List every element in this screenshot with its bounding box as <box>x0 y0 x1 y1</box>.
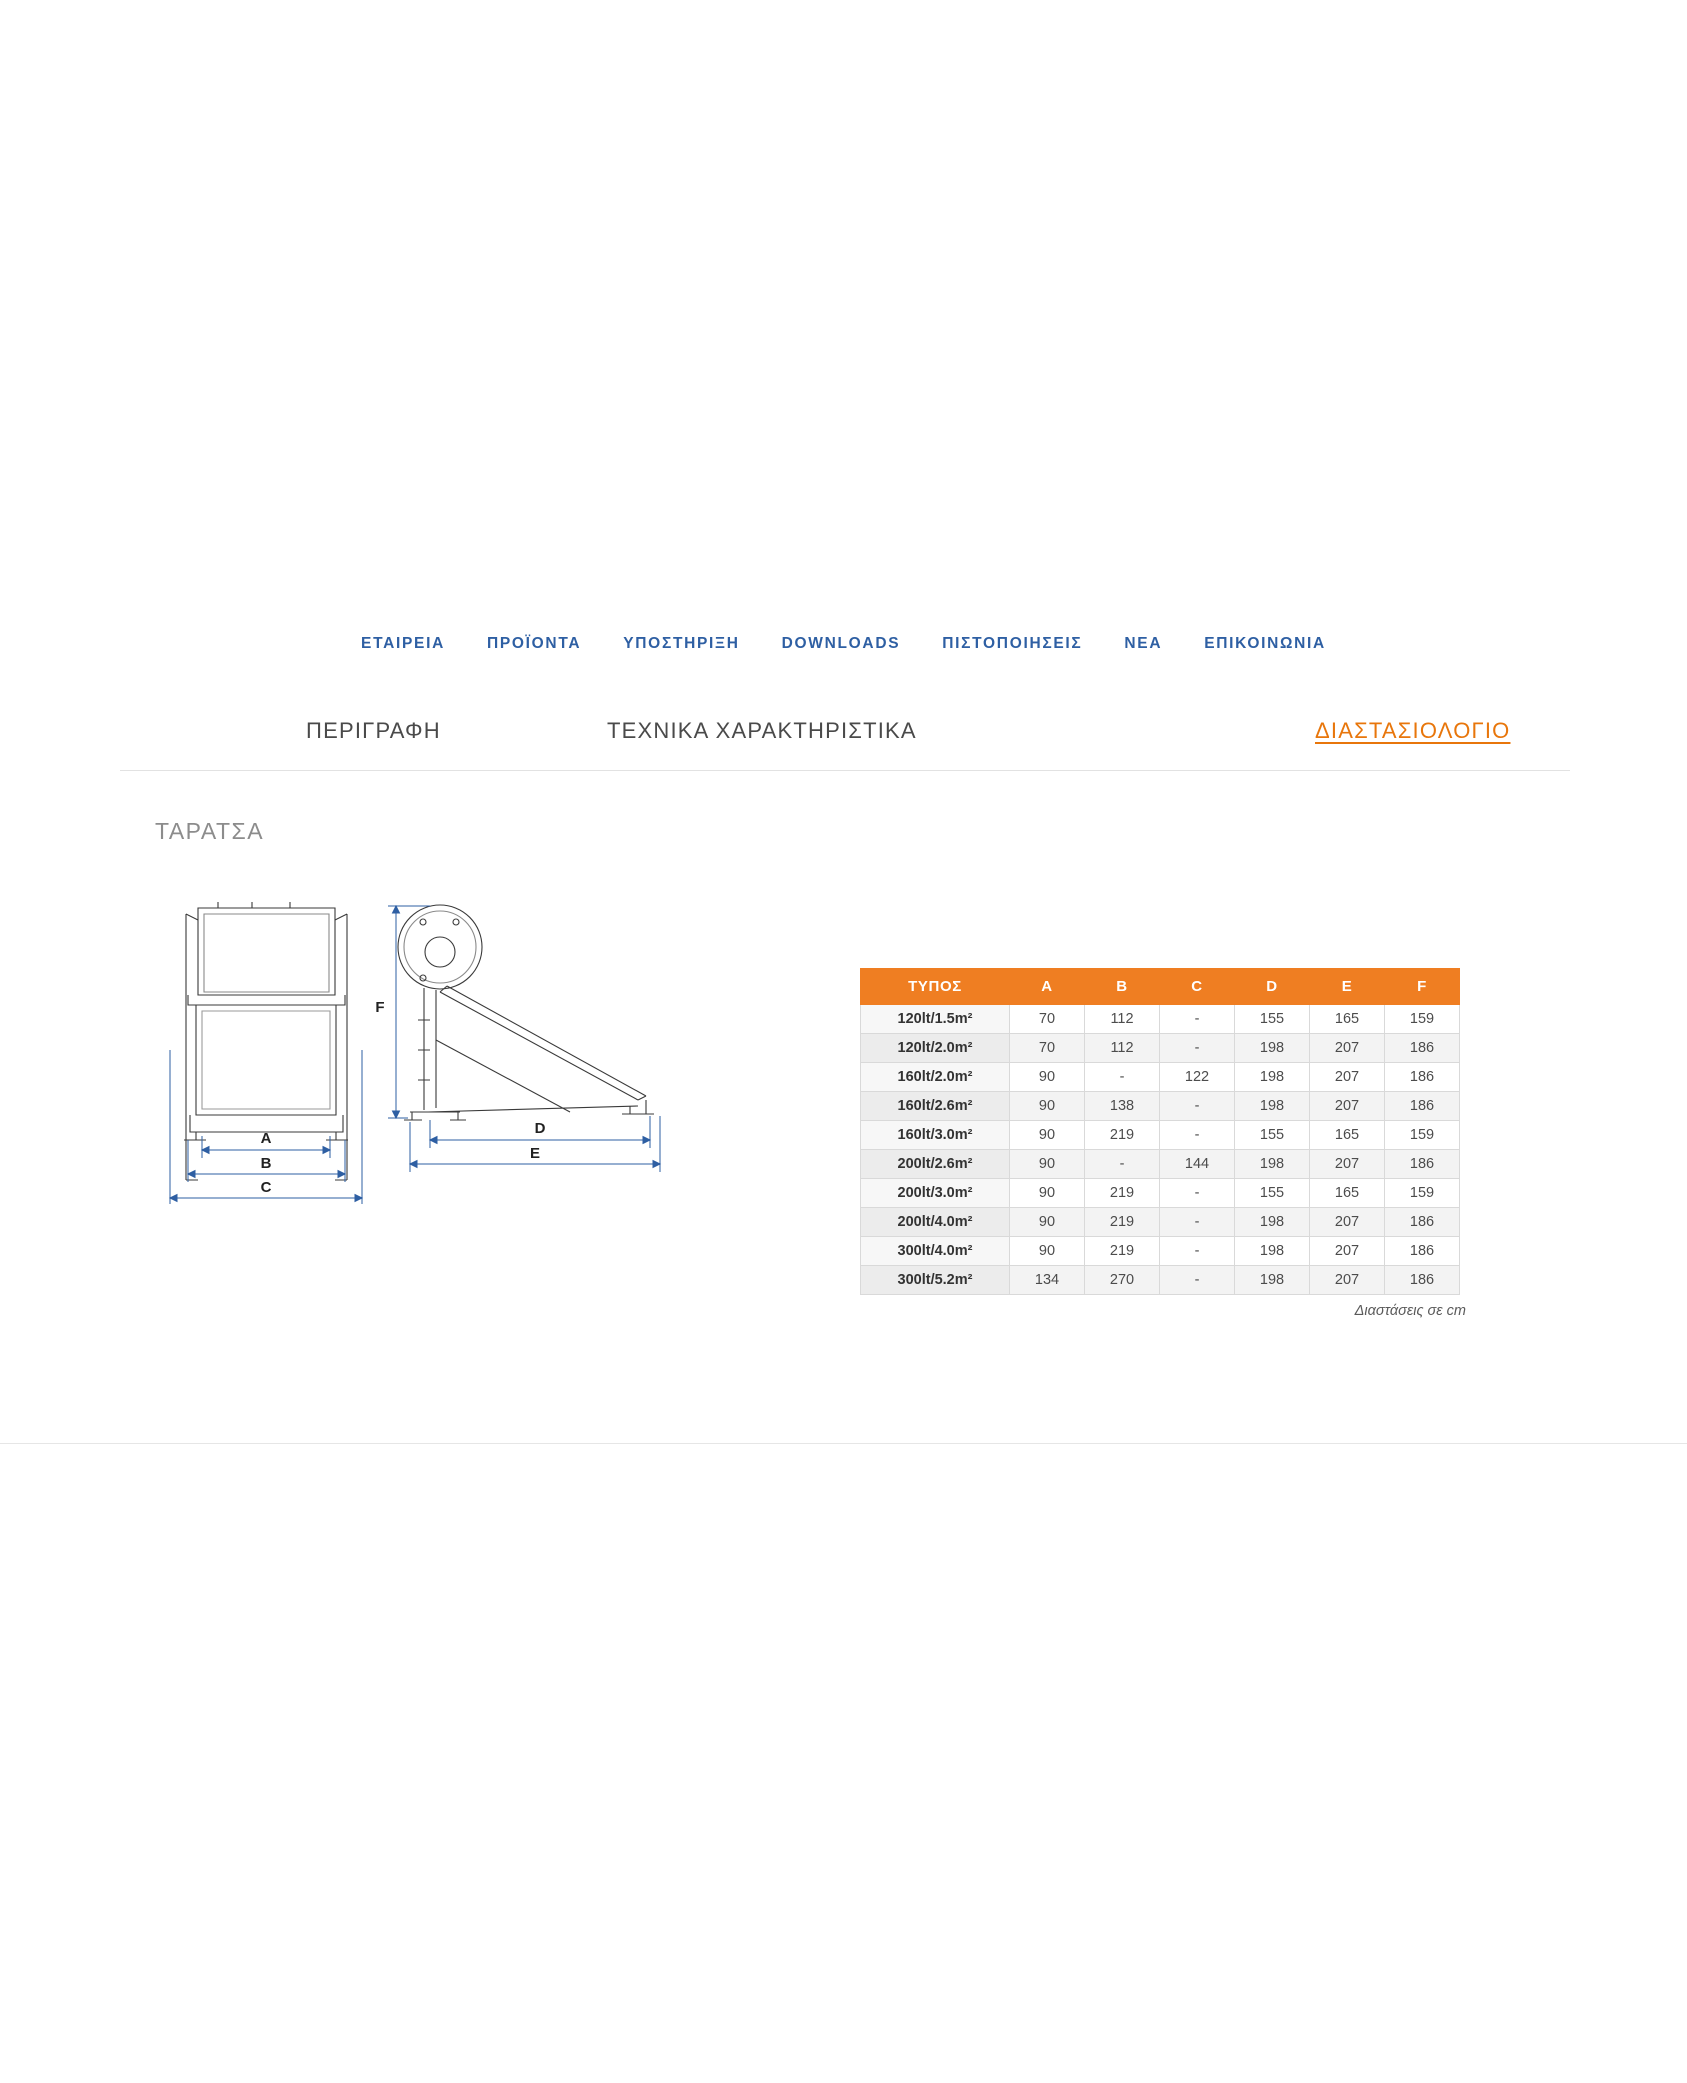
cell-d: 155 <box>1235 1121 1310 1150</box>
cell-e: 165 <box>1310 1121 1385 1150</box>
cell-e: 207 <box>1310 1266 1385 1295</box>
table-row <box>861 1092 1460 1121</box>
cell-f: 186 <box>1385 1063 1460 1092</box>
cell-a: 134 <box>1010 1266 1085 1295</box>
cell-c: - <box>1160 1179 1235 1208</box>
product-tabs <box>120 700 1570 762</box>
cell-c: 122 <box>1160 1063 1235 1092</box>
cell-d: 198 <box>1235 1150 1310 1179</box>
cell-d: 198 <box>1235 1063 1310 1092</box>
table-row <box>861 1034 1460 1063</box>
cell-a: 90 <box>1010 1179 1085 1208</box>
dimensions-table-container <box>860 968 1470 1319</box>
cell-f: 186 <box>1385 1150 1460 1179</box>
cell-type: 160lt/2.6m² <box>861 1092 1010 1121</box>
technical-drawings <box>140 900 820 1320</box>
table-row <box>861 1121 1460 1150</box>
table-row <box>861 1150 1460 1179</box>
dimension-drawing-svg <box>140 900 820 1320</box>
cell-b: 219 <box>1085 1208 1160 1237</box>
cell-d: 198 <box>1235 1266 1310 1295</box>
table-header-e: E <box>1310 969 1385 1005</box>
nav-item-nea[interactable]: ΝΕΑ <box>1124 635 1163 652</box>
cell-f: 186 <box>1385 1266 1460 1295</box>
cell-b: 112 <box>1085 1005 1160 1034</box>
cell-f: 159 <box>1385 1179 1460 1208</box>
cell-e: 207 <box>1310 1150 1385 1179</box>
cell-b: 219 <box>1085 1121 1160 1150</box>
table-row <box>861 1179 1460 1208</box>
tab-texnika-xaraktiristika[interactable]: ΤΕΧΝΙΚΑ ΧΑΡΑΚΤΗΡΙΣΤΙΚΑ <box>607 718 917 743</box>
cell-type: 160lt/2.0m² <box>861 1063 1010 1092</box>
cell-type: 120lt/2.0m² <box>861 1034 1010 1063</box>
nav-item-proionta[interactable]: ΠΡΟΪΟΝΤΑ <box>486 635 582 652</box>
cell-type: 300lt/4.0m² <box>861 1237 1010 1266</box>
dim-label-a: A <box>260 1130 272 1147</box>
cell-type: 200lt/4.0m² <box>861 1208 1010 1237</box>
cell-e: 165 <box>1310 1005 1385 1034</box>
cell-b: 138 <box>1085 1092 1160 1121</box>
cell-type: 300lt/5.2m² <box>861 1266 1010 1295</box>
table-header-row <box>861 969 1460 1005</box>
cell-e: 207 <box>1310 1208 1385 1237</box>
cell-a: 70 <box>1010 1005 1085 1034</box>
cell-b: - <box>1085 1150 1160 1179</box>
cell-type: 200lt/2.6m² <box>861 1150 1010 1179</box>
cell-a: 90 <box>1010 1121 1085 1150</box>
dim-label-c: C <box>260 1179 272 1196</box>
cell-f: 159 <box>1385 1121 1460 1150</box>
table-row <box>861 1237 1460 1266</box>
table-header-type: ΤΥΠΟΣ <box>861 969 1010 1005</box>
dim-label-d: D <box>534 1120 546 1137</box>
nav-item-ypostirixi[interactable]: ΥΠΟΣΤΗΡΙΞΗ <box>623 635 740 652</box>
cell-f: 186 <box>1385 1208 1460 1237</box>
table-header-a: A <box>1010 969 1085 1005</box>
nav-item-epikoinonia[interactable]: ΕΠΙΚΟΙΝΩΝΙΑ <box>1204 635 1326 652</box>
cell-b: - <box>1085 1063 1160 1092</box>
tab-diastasiologio[interactable]: ΔΙΑΣΤΑΣΙΟΛΟΓΙΟ <box>1315 718 1511 743</box>
cell-a: 70 <box>1010 1034 1085 1063</box>
cell-d: 155 <box>1235 1179 1310 1208</box>
cell-f: 159 <box>1385 1005 1460 1034</box>
cell-f: 186 <box>1385 1237 1460 1266</box>
cell-d: 198 <box>1235 1034 1310 1063</box>
table-header-f: F <box>1385 969 1460 1005</box>
cell-a: 90 <box>1010 1237 1085 1266</box>
cell-c: - <box>1160 1005 1235 1034</box>
dim-label-f: F <box>375 999 385 1016</box>
table-header-c: C <box>1160 969 1235 1005</box>
cell-type: 120lt/1.5m² <box>861 1005 1010 1034</box>
cell-a: 90 <box>1010 1063 1085 1092</box>
cell-type: 160lt/3.0m² <box>861 1121 1010 1150</box>
table-row <box>861 1266 1460 1295</box>
cell-a: 90 <box>1010 1208 1085 1237</box>
cell-e: 207 <box>1310 1237 1385 1266</box>
table-row <box>861 1005 1460 1034</box>
cell-c: - <box>1160 1034 1235 1063</box>
cell-b: 112 <box>1085 1034 1160 1063</box>
cell-e: 207 <box>1310 1092 1385 1121</box>
table-header-b: B <box>1085 969 1160 1005</box>
table-note: Διαστάσεις σε cm <box>1354 1303 1466 1319</box>
cell-c: - <box>1160 1092 1235 1121</box>
cell-type: 200lt/3.0m² <box>861 1179 1010 1208</box>
cell-c: - <box>1160 1208 1235 1237</box>
nav-item-downloads[interactable]: DOWNLOADS <box>781 635 901 652</box>
cell-b: 270 <box>1085 1266 1160 1295</box>
cell-b: 219 <box>1085 1179 1160 1208</box>
cell-c: 144 <box>1160 1150 1235 1179</box>
nav-item-pistopoiiseis[interactable]: ΠΙΣΤΟΠΟΙΗΣΕΙΣ <box>942 635 1083 652</box>
cell-f: 186 <box>1385 1034 1460 1063</box>
cell-d: 198 <box>1235 1208 1310 1237</box>
dimensions-table <box>860 968 1460 1295</box>
table-row <box>861 1208 1460 1237</box>
page-title: ΤΑΡΑΤΣΑ <box>155 818 265 844</box>
cell-e: 165 <box>1310 1179 1385 1208</box>
cell-a: 90 <box>1010 1150 1085 1179</box>
nav-item-etaireia[interactable]: ΕΤΑΙΡΕΙΑ <box>361 635 445 652</box>
cell-d: 198 <box>1235 1092 1310 1121</box>
dim-label-b: B <box>260 1155 272 1172</box>
tabs-divider <box>120 770 1570 771</box>
cell-e: 207 <box>1310 1063 1385 1092</box>
footer-divider <box>0 1443 1687 1444</box>
table-header-d: D <box>1235 969 1310 1005</box>
cell-c: - <box>1160 1121 1235 1150</box>
cell-e: 207 <box>1310 1034 1385 1063</box>
cell-d: 155 <box>1235 1005 1310 1034</box>
cell-b: 219 <box>1085 1237 1160 1266</box>
cell-c: - <box>1160 1266 1235 1295</box>
cell-a: 90 <box>1010 1092 1085 1121</box>
main-navigation[interactable] <box>0 635 1687 653</box>
tab-perigrafi[interactable]: ΠΕΡΙΓΡΑΦΗ <box>306 718 441 743</box>
cell-f: 186 <box>1385 1092 1460 1121</box>
cell-d: 198 <box>1235 1237 1310 1266</box>
table-row <box>861 1063 1460 1092</box>
dim-label-e: E <box>529 1145 541 1162</box>
cell-c: - <box>1160 1237 1235 1266</box>
